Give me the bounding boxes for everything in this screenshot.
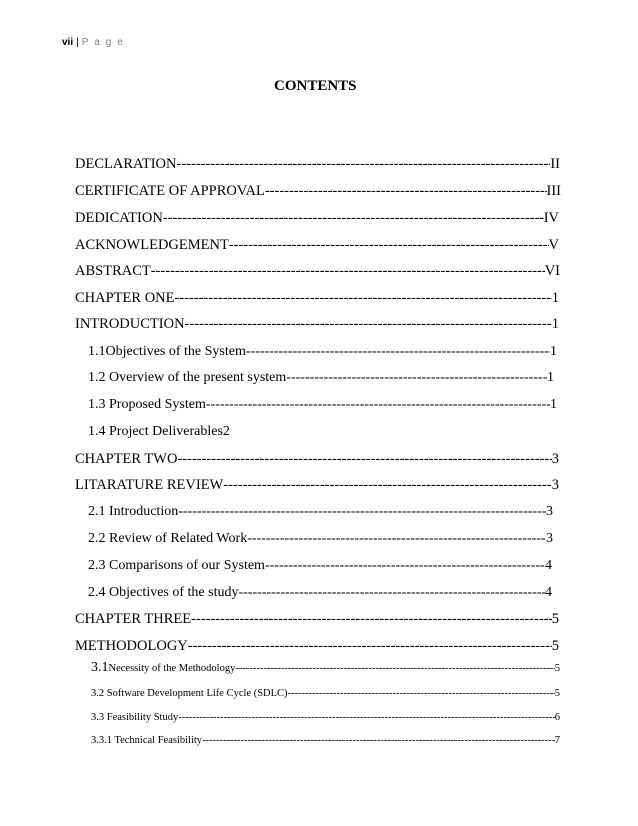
toc-entry-3-3[interactable] [91, 712, 560, 723]
toc-leader [206, 397, 550, 413]
toc-entry-title: 1.2 Overview of the present system [88, 370, 287, 385]
toc-entry-page: II [550, 156, 560, 172]
toc-entry-title: METHODOLOGY [75, 638, 188, 654]
toc-entry-page: 1 [550, 344, 557, 359]
toc-entry-page: 3 [546, 531, 553, 546]
toc-entry-title: Necessity of the Methodology [108, 663, 236, 674]
toc-leader [288, 688, 555, 699]
toc-leader [202, 735, 555, 746]
toc-entry-page: 5 [551, 638, 559, 654]
header-separator: | [76, 37, 79, 48]
toc-entry-page: 4 [545, 558, 552, 573]
toc-leader [178, 504, 546, 520]
toc-leader [178, 712, 555, 723]
contents-title: CONTENTS [274, 78, 357, 94]
toc-entry-page: 3 [551, 451, 559, 467]
toc-entry-page: 3 [551, 477, 559, 493]
toc-entry-page: 1 [547, 370, 554, 385]
toc-leader [177, 156, 551, 173]
toc-entry-declaration[interactable] [75, 156, 560, 173]
toc-leader [229, 237, 549, 254]
toc-entry-2-4[interactable] [88, 585, 552, 601]
toc-entry-page: 5 [554, 688, 560, 699]
toc-entry-page: 3 [546, 504, 553, 519]
toc-leader [265, 558, 545, 574]
toc-entry-2-2[interactable] [88, 531, 553, 547]
toc-entry-1-1[interactable] [88, 344, 557, 360]
toc-leader [223, 477, 552, 494]
toc-leader [151, 263, 545, 280]
toc-entry-3-1[interactable] [91, 660, 560, 676]
toc-leader [188, 638, 552, 655]
toc-entry-dedication[interactable] [75, 210, 559, 227]
toc-entry-title: ABSTRACT [75, 263, 151, 279]
toc-entry-1-4[interactable] [88, 424, 388, 440]
toc-entry-number: 3.1 [91, 660, 109, 675]
toc-entry-page: VI [544, 263, 560, 279]
toc-leader [185, 316, 552, 333]
toc-entry-title: LITARATURE REVIEW [75, 477, 224, 493]
toc-entry-title: 1.3 Proposed System [88, 397, 206, 412]
toc-entry-abstract[interactable] [75, 263, 560, 280]
toc-entry-chapter-one[interactable] [75, 290, 559, 307]
toc-entry-certificate[interactable] [75, 183, 561, 200]
toc-entry-title: CHAPTER TWO [75, 451, 178, 467]
toc-entry-methodology[interactable] [75, 638, 559, 655]
toc-entry-title: DECLARATION [75, 156, 177, 172]
toc-entry-title: 3.3 Feasibility Study [91, 712, 179, 723]
toc-entry-chapter-three[interactable] [75, 611, 559, 628]
toc-entry-acknowledgement[interactable] [75, 237, 559, 254]
toc-entry-page: 4 [545, 585, 552, 600]
toc-entry-title: 2.3 Comparisons of our System [88, 558, 265, 573]
toc-entry-page: 6 [554, 712, 560, 723]
toc-entry-title: CHAPTER ONE [75, 290, 175, 306]
toc-entry-title: INTRODUCTION [75, 316, 185, 332]
toc-leader [265, 183, 547, 200]
toc-entry-1-2[interactable] [88, 370, 554, 386]
toc-entry-3-3-1[interactable] [91, 735, 560, 746]
toc-leader [247, 531, 546, 547]
toc-entry-2-1[interactable] [88, 504, 553, 520]
toc-entry-page: 5 [551, 611, 559, 627]
page-number: vii [62, 37, 74, 48]
toc-entry-page: 1 [551, 316, 559, 332]
toc-leader [286, 370, 547, 386]
toc-entry-title: CHAPTER THREE [75, 611, 192, 627]
toc-leader [163, 210, 544, 227]
toc-entry-3-2[interactable] [91, 688, 560, 699]
toc-entry-title: 2.4 Objectives of the study [88, 585, 239, 600]
toc-entry-title: 2.1 Introduction [88, 504, 179, 519]
toc-leader [177, 451, 551, 468]
toc-entry-title: 1.1Objectives of the System [88, 344, 246, 359]
toc-entry-title: 1.4 Project Deliverables2 [88, 424, 230, 439]
toc-entry-page: IV [543, 210, 559, 226]
toc-entry-title: DEDICATION [75, 210, 163, 226]
toc-entry-literature-review[interactable] [75, 477, 559, 494]
toc-entry-page: 5 [554, 663, 560, 674]
toc-entry-chapter-two[interactable] [75, 451, 559, 468]
toc-entry-title: 2.2 Review of Related Work [88, 531, 248, 546]
toc-entry-title: ACKNOWLEDGEMENT [75, 237, 229, 253]
toc-entry-page: III [546, 183, 561, 199]
toc-leader [246, 344, 550, 360]
toc-leader [175, 290, 552, 307]
toc-entry-page: 1 [551, 290, 559, 306]
toc-entry-2-3[interactable] [88, 558, 552, 574]
toc-leader [238, 585, 545, 601]
toc-entry-page: 7 [554, 735, 560, 746]
toc-leader [235, 663, 554, 674]
toc-entry-title: 3.2 Software Development Life Cycle (SDLC) [91, 688, 288, 699]
toc-entry-page: V [548, 237, 559, 253]
toc-entry-title: CERTIFICATE OF APPROVAL [75, 183, 265, 199]
toc-leader [191, 611, 552, 628]
page-label: P a g e [81, 37, 125, 48]
toc-entry-1-3[interactable] [88, 397, 557, 413]
toc-entry-page: 1 [550, 397, 557, 412]
toc-entry-title: 3.3.1 Technical Feasibility [91, 735, 203, 746]
page-header [62, 37, 124, 48]
toc-entry-introduction[interactable] [75, 316, 559, 333]
